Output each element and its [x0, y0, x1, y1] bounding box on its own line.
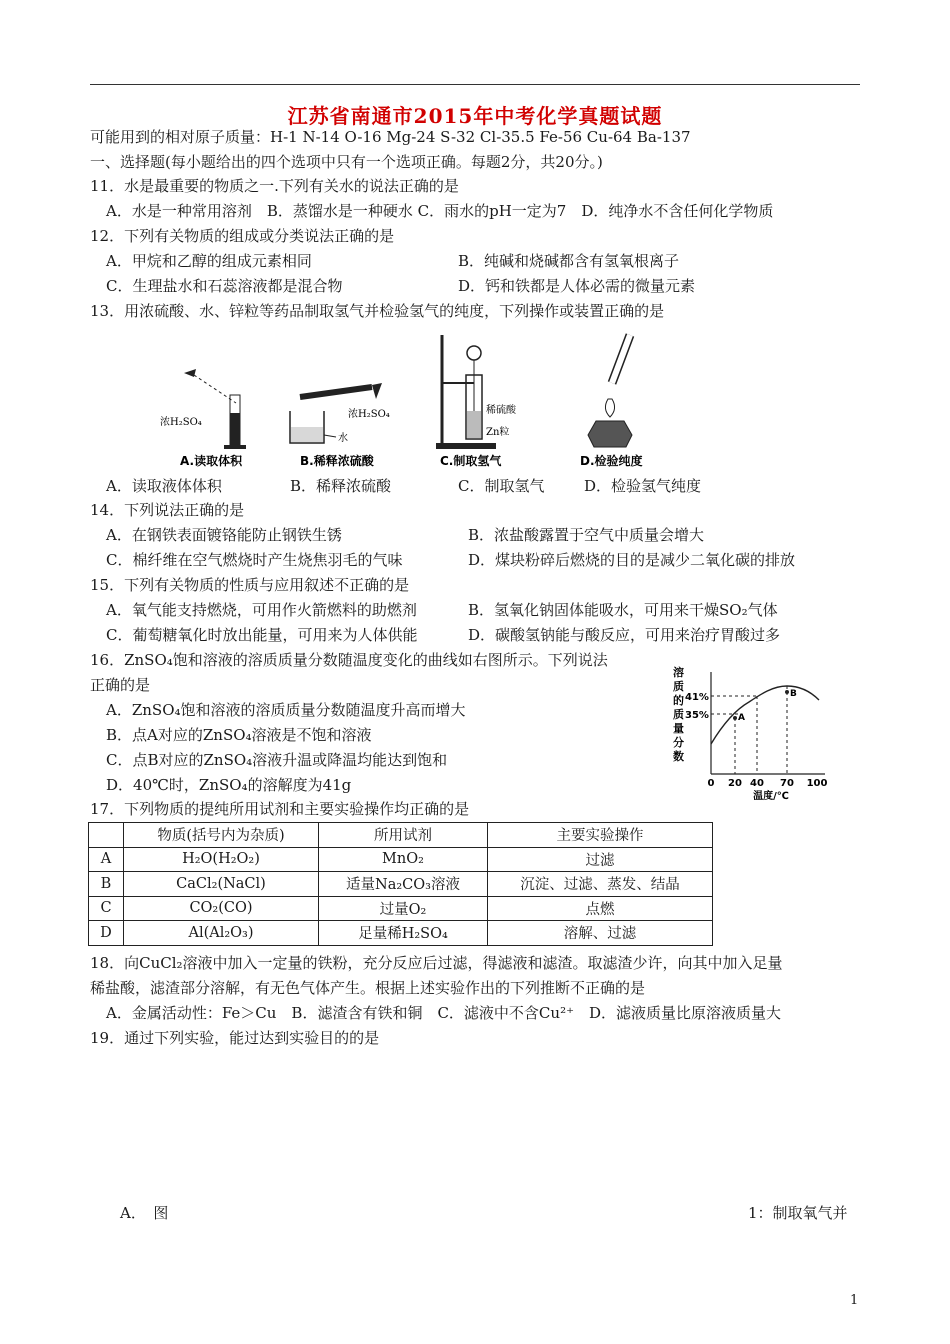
q19-stem: 19．通过下列实验，能过达到实验目的的是 — [90, 1029, 380, 1047]
atomic-masses: 可能用到的相对原子质量：H-1 N-14 O-16 Mg-24 S-32 Cl-35.5 Fe-56 Cu-64 Ba-137 — [90, 128, 691, 146]
q13-option-d: D．检验氢气纯度 — [584, 477, 702, 495]
table-row — [89, 896, 713, 921]
q15-option-b: B．氢氧化钠固体能吸水，可用来干燥SO₂气体 — [468, 601, 778, 619]
q15-option-a: A．氧气能支持燃烧，可用作火箭燃料的助燃剂 — [106, 601, 417, 619]
q14-option-d: D．煤块粉碎后燃烧的目的是减少二氧化碳的排放 — [468, 551, 796, 569]
chart-tick-35: 35% — [685, 710, 709, 721]
chart-ylabel — [673, 665, 684, 763]
q16-option-a: A．ZnSO₄饱和溶液的溶质质量分数随温度升高而增大 — [106, 701, 466, 719]
table-row — [89, 921, 713, 946]
table-header: 所用试剂 — [319, 823, 488, 848]
fig-a-graduated-cylinder — [160, 369, 246, 468]
table-cell: 点燃 — [488, 896, 713, 921]
q15-stem: 15．下列有关物质的性质与应用叙述不正确的是 — [90, 576, 410, 594]
q12-option-a: A．甲烷和乙醇的组成元素相同 — [106, 252, 312, 270]
q18-options: A．金属活动性：Fe＞Cu B．滤渣含有铁和铜 C．滤液中不含Cu²⁺ D．滤液质量比原溶液质量大 — [106, 1004, 782, 1022]
chart-tick-x100: 100 — [806, 778, 828, 789]
q13-option-b: B．稀释浓硫酸 — [290, 477, 392, 495]
table-header: 主要实验操作 — [488, 823, 713, 848]
table-cell: 适量Na₂CO₃溶液 — [319, 872, 488, 897]
section-heading: 一、选择题(每小题给出的四个选项中只有一个选项正确。每题2分，共20分。) — [90, 153, 603, 171]
chart-point-a — [733, 716, 737, 720]
chart-tick-41: 41% — [685, 692, 709, 703]
q14-option-a: A．在钢铁表面镀铬能防止钢铁生锈 — [106, 526, 342, 544]
q16-stem-line2: 正确的是 — [90, 676, 151, 694]
q12-stem: 12．下列有关物质的组成或分类说法正确的是 — [90, 227, 395, 245]
svg-text:质: 质 — [673, 680, 684, 693]
q19-option-a-right: 1：制取氧气并 — [748, 1204, 848, 1222]
svg-text:质: 质 — [673, 708, 684, 721]
q13-stem: 13．用浓硫酸、水、锌粒等药品制取氢气并检验氢气的纯度，下列操作或装置正确的是 — [90, 302, 665, 320]
table-cell: 溶解、过滤 — [488, 921, 713, 946]
page-number: 1 — [850, 1293, 859, 1308]
fig-c-zn: Zn粒 — [486, 427, 510, 438]
q15-option-d: D．碳酸氢钠能与酸反应，可用来治疗胃酸过多 — [468, 626, 781, 644]
table-cell: B — [89, 872, 124, 897]
q12-option-c: C．生理盐水和石蕊溶液都是混合物 — [106, 277, 343, 295]
q17-table — [88, 822, 713, 946]
chart-point-b — [785, 690, 789, 694]
table-cell: Al(Al₂O₃) — [124, 921, 319, 946]
svg-text:分: 分 — [673, 736, 684, 749]
table-cell: 过滤 — [488, 847, 713, 872]
table-cell: 沉淀、过滤、蒸发、结晶 — [488, 872, 713, 897]
table-cell: CO₂(CO) — [124, 896, 319, 921]
q13-option-a: A．读取液体体积 — [106, 477, 222, 495]
fig-a-reagent: 浓H₂SO₄ — [160, 417, 202, 428]
q16-option-b: B．点A对应的ZnSO₄溶液是不饱和溶液 — [106, 726, 372, 744]
table-header: 物质(括号内为杂质) — [124, 823, 319, 848]
q12-option-d: D．钙和铁都是人体必需的微量元素 — [458, 277, 696, 295]
table-cell: 过量O₂ — [319, 896, 488, 921]
table-corner-cell — [89, 823, 124, 848]
chart-point-b-label: B — [790, 689, 797, 699]
fig-d-alcohol-lamp — [580, 335, 643, 468]
q11-stem: 11．水是最重要的物质之一.下列有关水的说法正确的是 — [90, 177, 459, 195]
q16-stem-line1: 16．ZnSO₄饱和溶液的溶质质量分数随温度变化的曲线如右图所示。下列说法 — [90, 651, 608, 669]
table-cell: H₂O(H₂O₂) — [124, 847, 319, 872]
fig-c-generator — [436, 335, 517, 468]
chart-tick-x0: 0 — [707, 778, 715, 789]
q16-solubility-chart — [665, 662, 845, 802]
q18-stem-line2: 稀盐酸，滤渣部分溶解，有无色气体产生。根据上述实验作出的下列推断不正确的是 — [90, 979, 646, 997]
table-cell: A — [89, 847, 124, 872]
table-cell: CaCl₂(NaCl) — [124, 872, 319, 897]
q17-stem: 17．下列物质的提纯所用试剂和主要实验操作均正确的是 — [90, 800, 470, 818]
fig-b-beaker — [290, 383, 390, 468]
chart-tick-x40: 40 — [750, 778, 764, 789]
q14-stem: 14．下列说法正确的是 — [90, 501, 245, 519]
header-rule — [90, 84, 860, 85]
table-header-row — [89, 823, 713, 848]
table-row — [89, 872, 713, 897]
chart-xlabel: 温度/℃ — [753, 791, 789, 802]
fig-c-label: C.制取氢气 — [440, 454, 502, 468]
q16-option-c: C．点B对应的ZnSO₄溶液升温或降温均能达到饱和 — [106, 751, 448, 769]
q18-stem-line1: 18．向CuCl₂溶液中加入一定量的铁粉，充分反应后过滤，得滤液和滤渣。取滤渣少许，向其中加入足量 — [90, 954, 783, 972]
fig-a-label: A.读取体积 — [180, 454, 243, 468]
fig-d-label: D.检验纯度 — [580, 454, 643, 468]
table-cell: MnO₂ — [319, 847, 488, 872]
fig-b-water: 水 — [338, 433, 348, 444]
q11-options: A．水是一种常用溶剂 B．蒸馏水是一种硬水 C．雨水的pH一定为7 D．纯净水不含任何化学物质 — [106, 202, 774, 220]
chart-tick-x70: 70 — [780, 778, 794, 789]
table-cell: D — [89, 921, 124, 946]
q13-apparatus-figure — [150, 325, 680, 473]
q19-option-a-left: A． 图 — [120, 1204, 169, 1222]
table-cell: 足量稀H₂SO₄ — [319, 921, 488, 946]
svg-text:溶: 溶 — [673, 666, 684, 679]
svg-text:量: 量 — [673, 722, 684, 735]
fig-c-acid: 稀硫酸 — [486, 405, 516, 416]
table-cell: C — [89, 896, 124, 921]
q15-option-c: C．葡萄糖氧化时放出能量，可用来为人体供能 — [106, 626, 418, 644]
fig-b-label: B.稀释浓硫酸 — [300, 454, 374, 468]
svg-text:的: 的 — [673, 694, 684, 707]
q12-option-b: B．纯碱和烧碱都含有氢氧根离子 — [458, 252, 680, 270]
page-title: 江苏省南通市2015年中考化学真题试题 — [287, 104, 663, 128]
chart-curve — [711, 686, 819, 744]
fig-b-reagent: 浓H₂SO₄ — [348, 409, 390, 420]
table-row — [89, 847, 713, 872]
q13-option-c: C．制取氢气 — [458, 477, 545, 495]
chart-point-a-label: A — [738, 713, 745, 723]
q14-option-b: B．浓盐酸露置于空气中质量会增大 — [468, 526, 705, 544]
q14-option-c: C．棉纤维在空气燃烧时产生烧焦羽毛的气味 — [106, 551, 403, 569]
svg-text:数: 数 — [673, 750, 684, 763]
chart-tick-x20: 20 — [728, 778, 742, 789]
q16-option-d: D．40℃时，ZnSO₄的溶解度为41g — [106, 776, 352, 794]
